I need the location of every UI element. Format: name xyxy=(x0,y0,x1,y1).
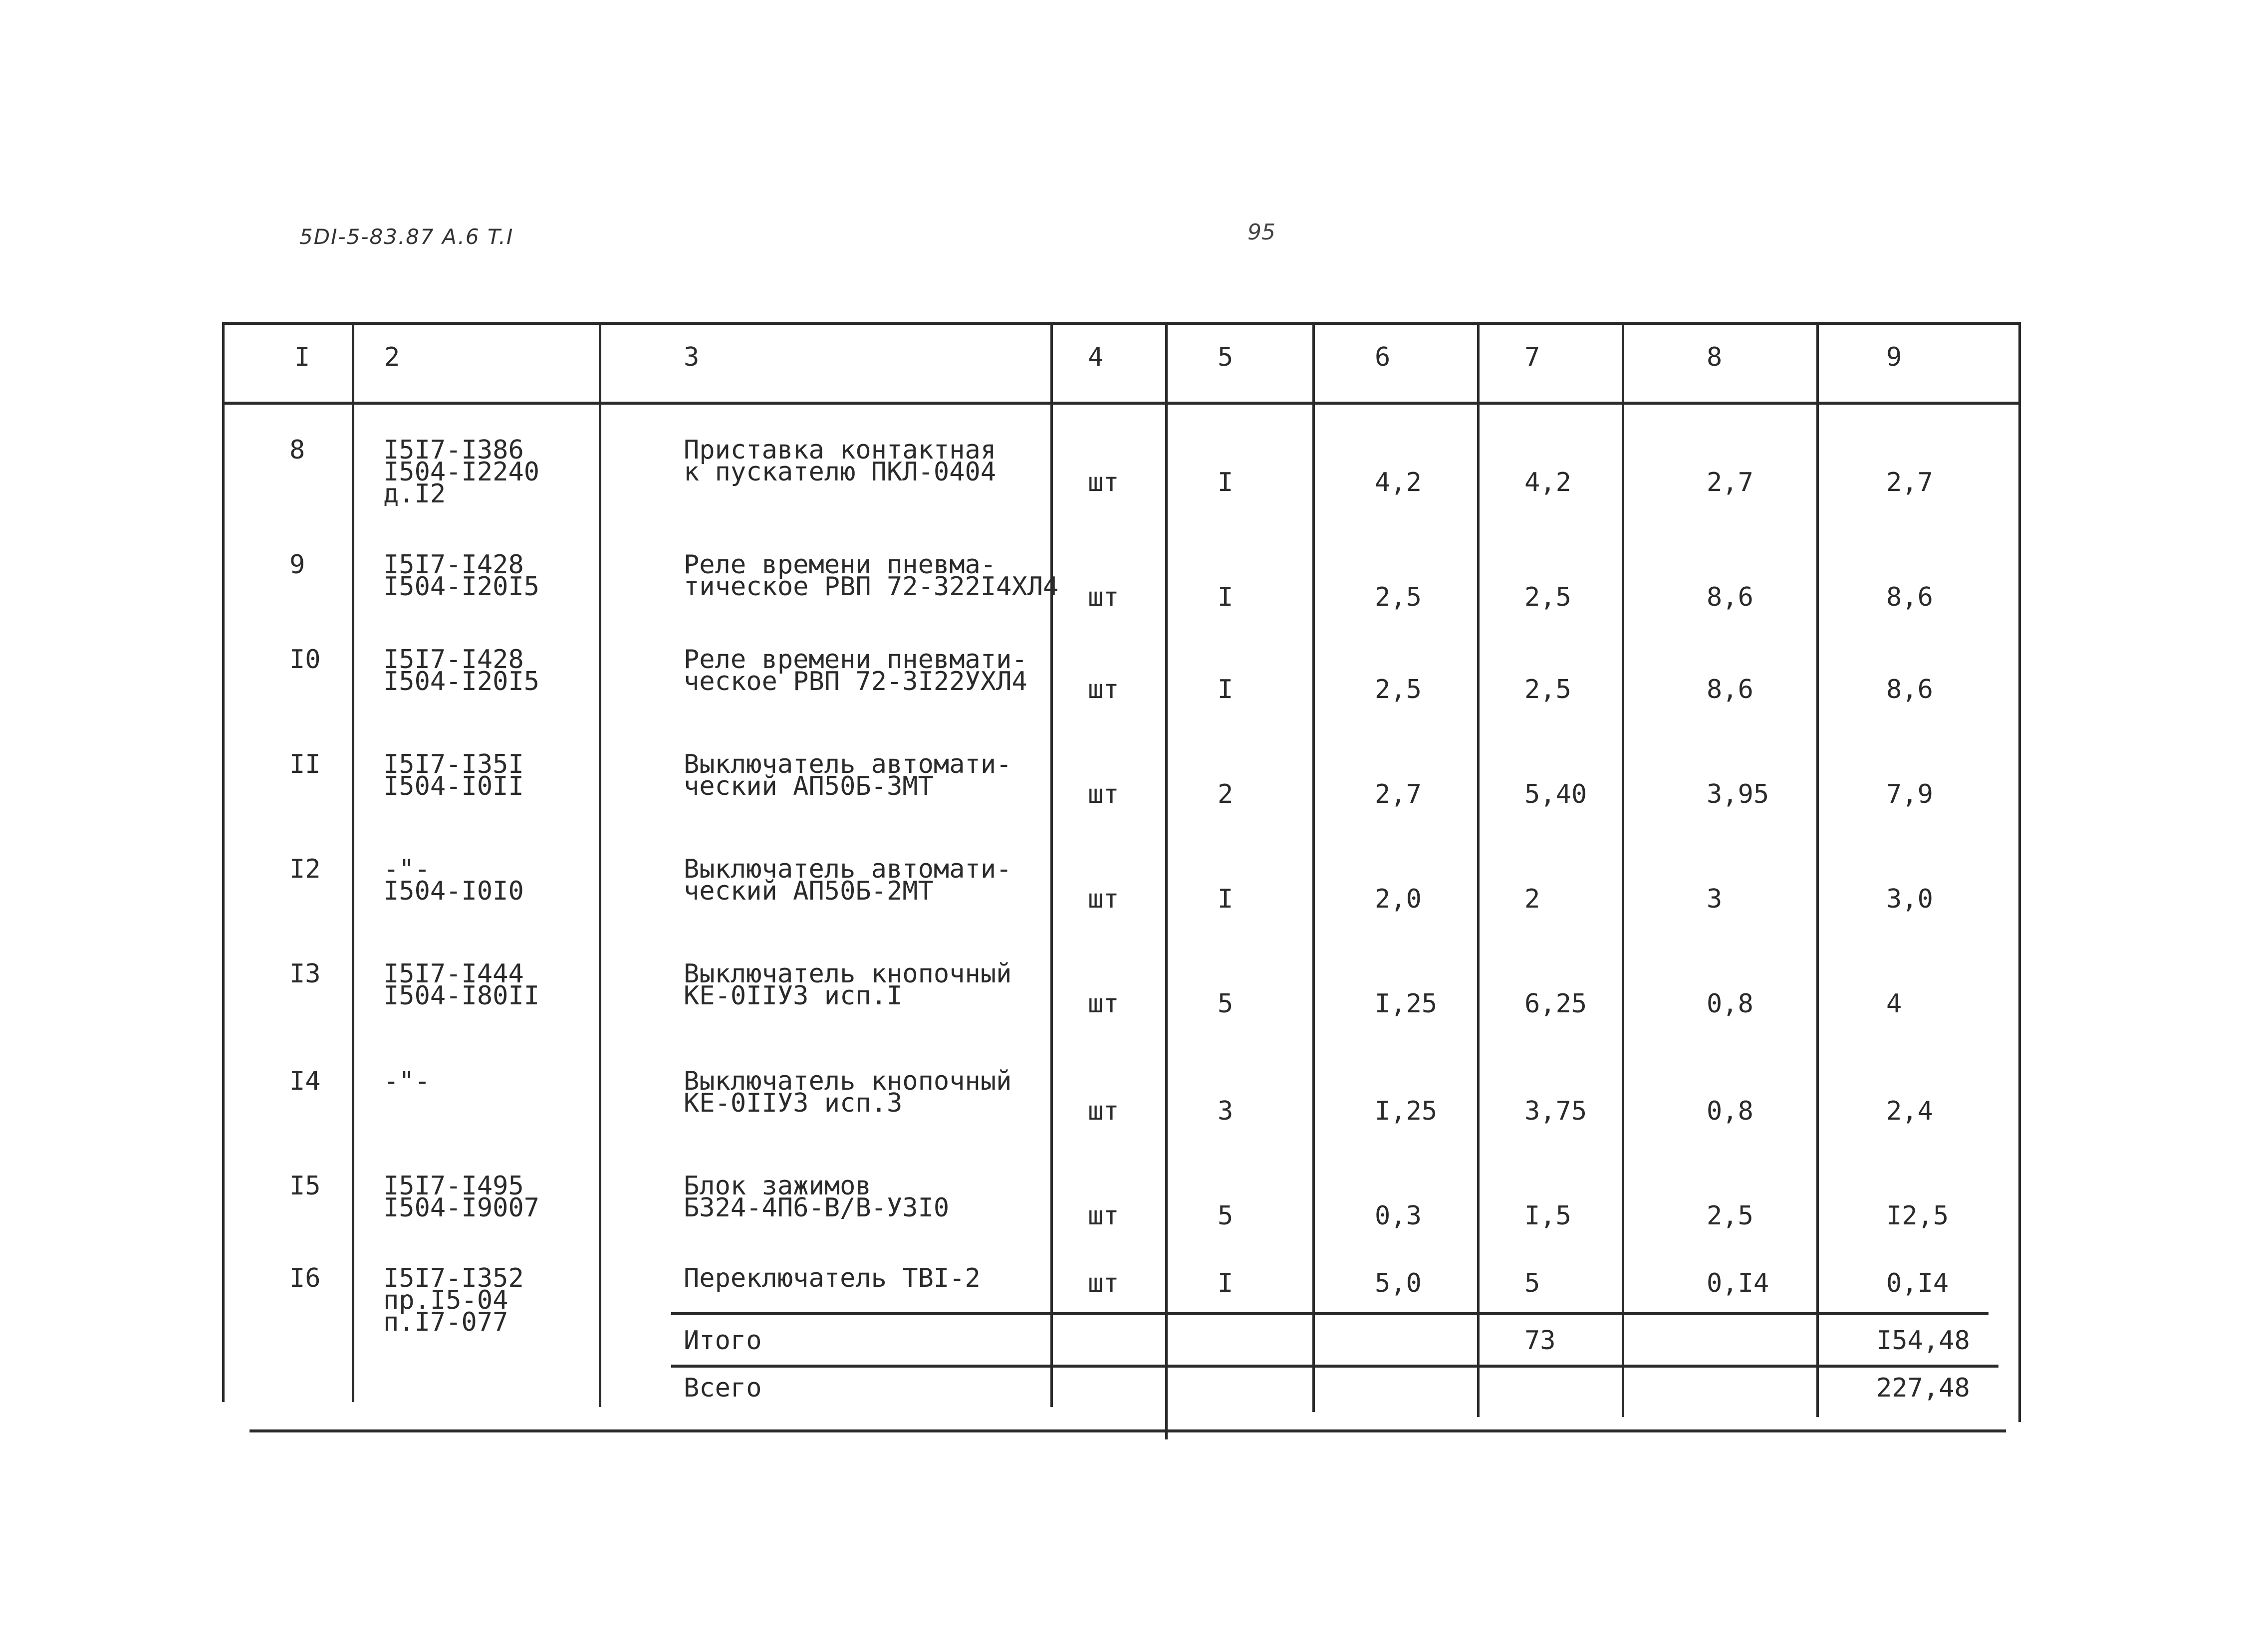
value-col8: 2,5 xyxy=(1707,1201,1753,1231)
row-number: I6 xyxy=(289,1263,321,1293)
document-code: 5DI-5-83.87 A.6 T.I xyxy=(299,225,514,249)
row-number: I3 xyxy=(289,959,321,989)
value-col7: 3,75 xyxy=(1524,1096,1587,1126)
value-col8: 3,95 xyxy=(1707,779,1769,809)
total-top-rule xyxy=(671,1365,1998,1368)
item-name: Реле времени пневма- тическое РВП 72-322I4ХЛ4 xyxy=(684,550,1059,602)
column-header: 9 xyxy=(1886,342,1902,372)
unit: шт xyxy=(1088,779,1119,809)
row-number: I4 xyxy=(289,1066,321,1096)
value-col6: 5,0 xyxy=(1375,1268,1422,1298)
column-rule xyxy=(1477,322,1480,1417)
value-col7: 6,25 xyxy=(1524,989,1587,1019)
subtotal-label: Итого xyxy=(684,1326,762,1356)
item-name: Выключатель кнопочный КЕ-0IIУЗ исп.I xyxy=(684,959,1012,1011)
column-header: 5 xyxy=(1218,342,1234,372)
value-col9: 3,0 xyxy=(1886,884,1933,914)
quantity: I xyxy=(1218,884,1234,914)
item-code: I5I7-I428 I504-I20I5 xyxy=(383,550,540,602)
column-rule xyxy=(222,322,225,1402)
unit: шт xyxy=(1088,989,1119,1019)
item-name: Блок зажимов БЗ24-4П6-В/В-УЗI0 xyxy=(684,1171,950,1223)
value-col6: I,25 xyxy=(1375,989,1438,1019)
value-col9: 0,I4 xyxy=(1886,1268,1949,1298)
item-code: -"- I504-I0I0 xyxy=(383,854,524,906)
value-col6: 2,5 xyxy=(1375,675,1422,705)
column-header: 6 xyxy=(1375,342,1391,372)
value-col6: 2,7 xyxy=(1375,779,1422,809)
header-bottom-rule xyxy=(222,402,2018,405)
value-col6: 2,0 xyxy=(1375,884,1422,914)
item-code: I5I7-I386 I504-I2240 д.I2 xyxy=(383,435,540,509)
item-name: Выключатель автомати- ческий АП50Б-2МТ xyxy=(684,854,1012,906)
item-name: Выключатель кнопочный КЕ-0IIУЗ исп.3 xyxy=(684,1066,1012,1118)
item-code: I5I7-I35I I504-I0II xyxy=(383,749,524,801)
quantity: I xyxy=(1218,468,1234,497)
value-col9: 2,7 xyxy=(1886,468,1933,497)
column-rule xyxy=(1312,322,1315,1412)
table-top-border xyxy=(222,322,2018,325)
column-rule xyxy=(599,322,601,1407)
value-col8: 0,I4 xyxy=(1707,1268,1769,1298)
unit: шт xyxy=(1088,1201,1119,1231)
value-col7: I,5 xyxy=(1524,1201,1571,1231)
item-code: I5I7-I352 пр.I5-04 п.I7-077 xyxy=(383,1263,524,1337)
value-col9: 4 xyxy=(1886,989,1902,1019)
value-col8: 0,8 xyxy=(1707,1096,1753,1126)
row-number: 9 xyxy=(289,550,305,580)
value-col7: 5 xyxy=(1524,1268,1540,1298)
column-header: 2 xyxy=(384,342,400,372)
column-rule xyxy=(1165,322,1168,1439)
item-code: I5I7-I428 I504-I20I5 xyxy=(383,645,540,697)
value-col6: I,25 xyxy=(1375,1096,1438,1126)
item-name: Выключатель автомати- ческий АП50Б-3МТ xyxy=(684,749,1012,801)
row-number: I2 xyxy=(289,854,321,884)
column-header: 7 xyxy=(1524,342,1540,372)
quantity: I xyxy=(1218,582,1234,612)
value-col6: 2,5 xyxy=(1375,582,1422,612)
quantity: 2 xyxy=(1218,779,1234,809)
item-name: Реле времени пневмати- ческое РВП 72-3I22УХЛ4 xyxy=(684,645,1027,697)
value-col8: 8,6 xyxy=(1707,675,1753,705)
item-code: I5I7-I444 I504-I80II xyxy=(383,959,540,1011)
subtotal-col7: 73 xyxy=(1524,1326,1556,1356)
value-col6: 0,3 xyxy=(1375,1201,1422,1231)
value-col7: 2,5 xyxy=(1524,582,1571,612)
value-col7: 2,5 xyxy=(1524,675,1571,705)
column-header: I xyxy=(294,342,310,372)
subtotal-col9: I54,48 xyxy=(1876,1326,1970,1356)
total-label: Всего xyxy=(684,1373,762,1403)
item-name: Приставка контактная к пускателю ПКЛ-0404 xyxy=(684,435,996,487)
row-number: 8 xyxy=(289,435,305,465)
unit: шт xyxy=(1088,675,1119,705)
column-rule xyxy=(1622,322,1624,1417)
unit: шт xyxy=(1088,1096,1119,1126)
column-header: 4 xyxy=(1088,342,1104,372)
unit: шт xyxy=(1088,468,1119,497)
value-col9: I2,5 xyxy=(1886,1201,1949,1231)
value-col8: 0,8 xyxy=(1707,989,1753,1019)
row-number: I5 xyxy=(289,1171,321,1201)
value-col8: 2,7 xyxy=(1707,468,1753,497)
value-col9: 8,6 xyxy=(1886,675,1933,705)
quantity: 5 xyxy=(1218,989,1234,1019)
quantity: 5 xyxy=(1218,1201,1234,1231)
item-code: I5I7-I495 I504-I9007 xyxy=(383,1171,540,1223)
row-number: II xyxy=(289,749,321,779)
row-number: I0 xyxy=(289,645,321,675)
value-col7: 4,2 xyxy=(1524,468,1571,497)
column-rule xyxy=(1816,322,1819,1417)
subtotal-top-rule xyxy=(671,1312,1989,1315)
quantity: I xyxy=(1218,1268,1234,1298)
value-col7: 2 xyxy=(1524,884,1540,914)
quantity: I xyxy=(1218,675,1234,705)
value-col9: 8,6 xyxy=(1886,582,1933,612)
column-rule xyxy=(2018,322,2021,1422)
value-col6: 4,2 xyxy=(1375,468,1422,497)
unit: шт xyxy=(1088,1268,1119,1298)
total-col9: 227,48 xyxy=(1876,1373,1970,1403)
value-col9: 2,4 xyxy=(1886,1096,1933,1126)
unit: шт xyxy=(1088,884,1119,914)
column-header: 3 xyxy=(684,342,700,372)
value-col7: 5,40 xyxy=(1524,779,1587,809)
item-name: Переключатель ТВI-2 xyxy=(684,1263,981,1293)
column-rule xyxy=(1050,322,1053,1407)
table-bottom-rule xyxy=(249,1429,2006,1432)
column-header: 8 xyxy=(1707,342,1723,372)
value-col9: 7,9 xyxy=(1886,779,1933,809)
quantity: 3 xyxy=(1218,1096,1234,1126)
page-number: 95 xyxy=(1247,220,1275,245)
value-col8: 3 xyxy=(1707,884,1723,914)
column-rule xyxy=(352,322,354,1402)
value-col8: 8,6 xyxy=(1707,582,1753,612)
unit: шт xyxy=(1088,582,1119,612)
item-code: -"- xyxy=(383,1066,430,1096)
